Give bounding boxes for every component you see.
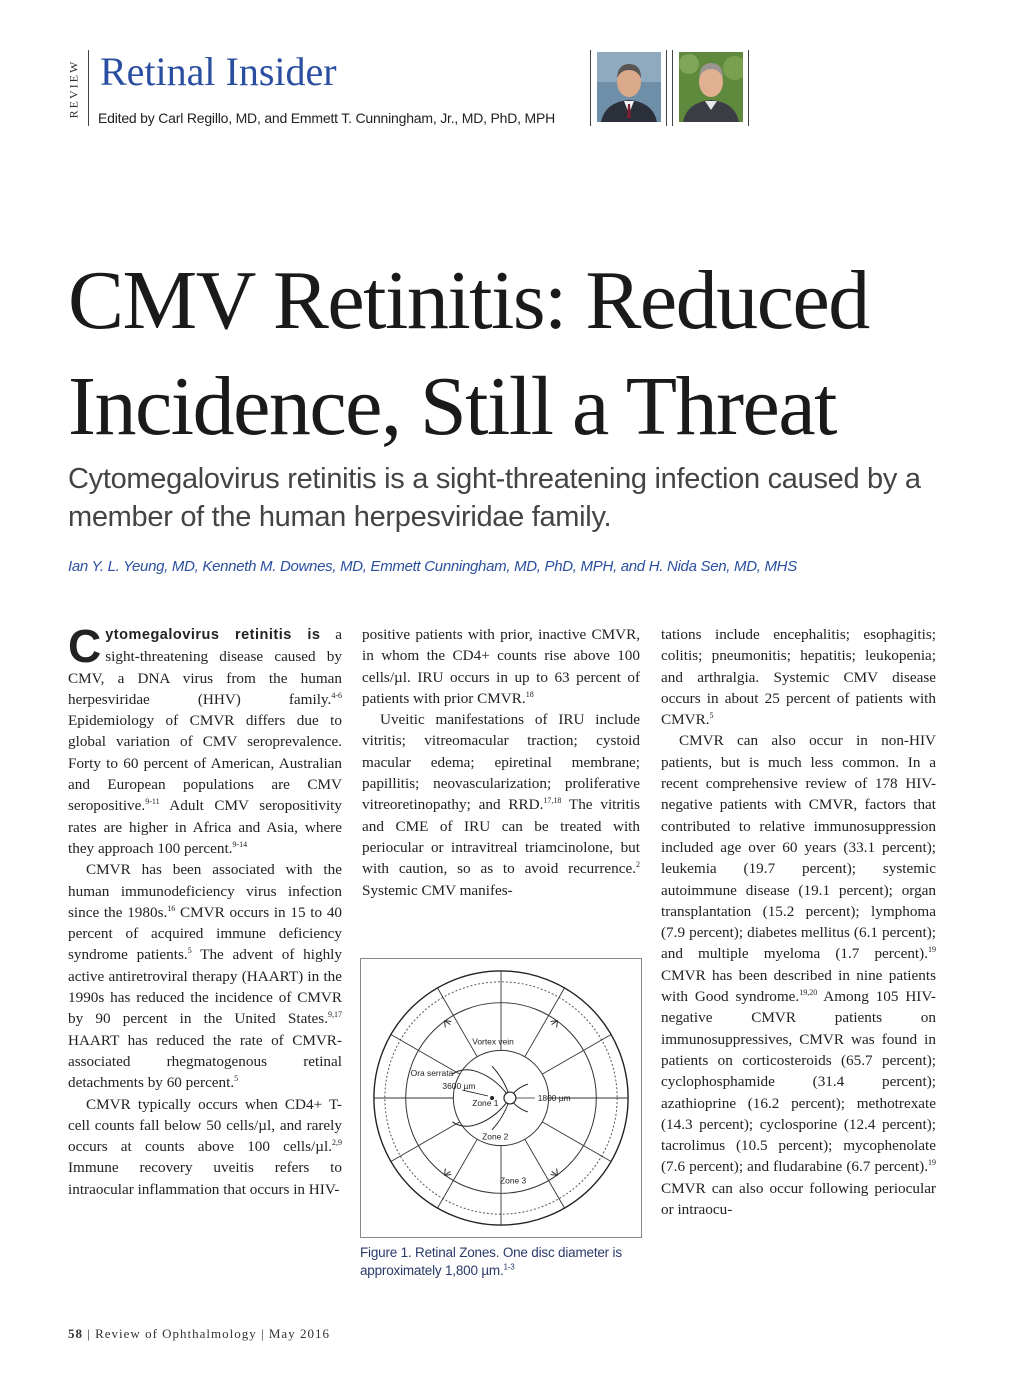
citation: 9-14: [232, 839, 248, 849]
paragraph: positive patients with prior, inactive CMVR, in whom the CD4+ counts rise above 100 cells/µl. IRU occurs in up to 63 percent of patients with prior CMVR.$^{18}$: [362, 626, 640, 707]
section-label: REVIEW: [66, 59, 81, 119]
drop-cap: C: [68, 620, 102, 672]
figure-caption: Figure 1. Retinal Zones. One disc diameter is approximately 1,800 µm.$^{1-3}$: [360, 1245, 622, 1278]
citation: 2,9: [332, 1138, 342, 1148]
lead-in: ytomegalovirus retinitis is: [105, 627, 321, 643]
optic-disc: [504, 1092, 516, 1104]
label-ora-serrata: Ora serrata: [410, 1068, 454, 1079]
paragraph: CMVR has been associated with the human immunodeficiency virus infection since the 1980s.$^{16}$ CMVR occurs in 15 to 40 percent of acquired immune deficiency syndrome patients.$^5$ The advent of highly active antiretroviral therapy (HAART) in the 1990s has reduced the incidence of CMVR by 90 percent in the United States.$^{9,17}$ HAART has reduced the rate of CMVR-associated rhegmatogenous retinal detachments by 60 percent.$^5$: [68, 861, 343, 1092]
label-zone-2: Zone 2: [482, 1131, 509, 1142]
article-title: [68, 248, 968, 460]
citation: 9-11: [145, 797, 160, 807]
citation: 2: [636, 860, 640, 870]
citation: 5: [234, 1074, 239, 1084]
photo-divider: [672, 50, 673, 126]
paragraph: tations include encephalitis; esophagitis; colitis; pneumonitis; hepatitis; leukopenia; and arthralgia. Systemic CMV disease occurs in about 25 percent of patients with CMVR.$^5$: [661, 626, 936, 729]
citation: 17,18: [543, 796, 562, 806]
page-number: 58: [68, 1326, 83, 1341]
photo-divider: [748, 50, 749, 126]
citation: 4-6: [331, 690, 342, 700]
photo-divider: [590, 50, 591, 126]
article-title-line-1: CMV Retinitis: Reduced: [68, 254, 869, 347]
article-title-line-2: Incidence, Still a Threat: [68, 360, 836, 453]
body-column-3: [661, 624, 936, 1220]
retinal-zones-figure: [360, 958, 642, 1238]
portrait-icon: [597, 52, 661, 122]
citation: 19: [928, 945, 936, 955]
citation: 18: [525, 689, 534, 699]
column-title: Retinal Insider: [100, 49, 337, 94]
label-3600-um: 3600 µm: [442, 1081, 476, 1092]
citation: 5: [709, 711, 714, 721]
citation: 9,17: [328, 1010, 342, 1020]
citation: 19,20: [799, 987, 818, 997]
label-zone-3: Zone 3: [500, 1175, 527, 1186]
issue-date: May 2016: [268, 1326, 330, 1341]
header-divider: [88, 50, 89, 126]
label-zone-1: Zone 1: [472, 1097, 499, 1108]
paragraph: Cytomegalovirus retinitis is a sight-threatening disease caused by CMV, a DNA virus from the human herpesviridae (HHV) family.$^{4-6}$ Epidemiology of CMVR differs due to global variation of CMV seroprevalence. Forty to 60 percent of American, Australian and European populations are CMV seropositive.$^{9-11}$ Adult CMV seropositivity rates are higher in Africa and Asia, where they approach 100 percent.$^{9-14}$: [68, 620, 342, 857]
author-byline: Ian Y. L. Yeung, MD, Kenneth M. Downes, MD, Emmett Cunningham, MD, PhD, MPH, and H. Nida Sen, MD, MHS: [68, 558, 797, 575]
clock-hour-lines: [374, 971, 628, 1225]
label-vortex-vein: Vortex vein: [472, 1036, 514, 1047]
page-footer: 58 | Review of Ophthalmology | May 2016: [68, 1326, 330, 1341]
retinal-zones-diagram: [361, 959, 641, 1237]
paragraph: CMVR typically occurs when CD4+ T-cell counts fall below 50 cells/µl, and rarely occurs at counts above 100 cells/µl.$^{2,9}$ Immune recovery uveitis refers to intraocular inflammation that occurs in HIV-: [68, 1095, 342, 1198]
label-1800-um: 1800 µm: [537, 1092, 571, 1103]
citation: 1-3: [503, 1262, 515, 1272]
photo-divider: [666, 50, 667, 126]
citation: 5: [187, 946, 192, 956]
citation: 19: [928, 1158, 936, 1168]
paragraph: Uveitic manifestations of IRU include vitritis; vitreomacular traction; cystoid macular edema; epiretinal membrane; papillitis; neovascularization; proliferative vitreoretinopathy; and RRD.$^{17,18}$ The vitritis and CME of IRU can be treated with periocular or intravitreal triamcinolone, but with caution, so as to avoid recurrence.$^2$ Systemic CMV manifes-: [362, 711, 641, 899]
editors-line: Edited by Carl Regillo, MD, and Emmett T. Cunningham, Jr., MD, PhD, MPH: [98, 110, 556, 126]
editor-photo-regillo: [597, 52, 661, 122]
article-subtitle: Cytomegalovirus retinitis is a sight-threatening infection caused by a member of the human herpesviridae family.: [68, 463, 921, 533]
paragraph: CMVR can also occur in non-HIV patients, but is much less common. In a recent comprehensive review of 178 HIV-negative patients with CMVR, factors that contributed to relative immunosuppression included age over 60 years (33.1 percent); leukemia (19.7 percent); systemic autoimmune disease (19.1 percent); organ transplantation (15.2 percent); lymphoma (7.9 percent); diabetes mellitus (6.1 percent); and multiple myeloma (1.7 percent).$^{19}$ CMVR has been described in nine patients with Good syndrome.$^{19,20}$ Among 105 HIV-negative CMVR patients on immunosuppressives, CMVR was found in patients on corticosteroids (65.7 percent); cyclophosphamide (31.4 percent); azathioprine (16.2 percent); methotrexate (14.3 percent); cyclosporine (12.4 percent); tacrolimus (10.5 percent); mycophenolate (7.6 percent); and fludarabine (6.7 percent).$^{19}$ CMVR can also occur following periocular or intraocu-: [661, 732, 936, 1219]
body-column-1: [68, 620, 343, 1200]
editor-photo-cunningham: [679, 52, 743, 122]
measurement-arrows: [462, 1090, 534, 1098]
body-column-2: [362, 624, 640, 901]
journal-name: Review of Ophthalmology: [95, 1326, 257, 1341]
citation: 16: [167, 903, 176, 913]
portrait-icon: [679, 52, 743, 122]
